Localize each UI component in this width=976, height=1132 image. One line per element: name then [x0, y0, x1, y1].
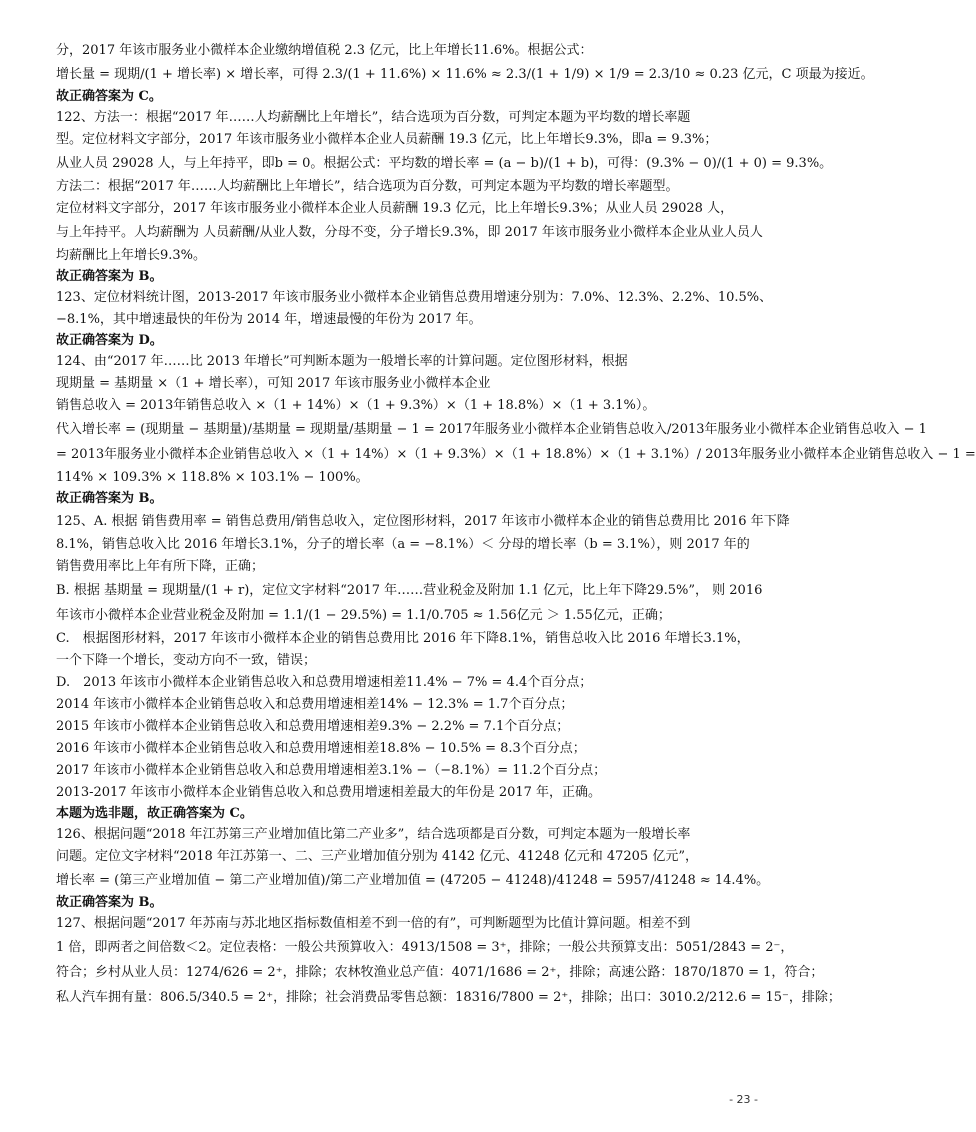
text-line: 符合；乡村从业人员：1274/626 = 2⁺，排除；农林牧渔业总产值：4071/1686 = 2⁺，排除；高速公路：1870/1870 = 1，符合；: [56, 965, 824, 980]
answer-line: 故正确答案为 B。: [56, 895, 163, 910]
document-body: [56, 40, 976, 1010]
text-line: 2016 年该市小微样本企业销售总收入和总费用增速相差18.8% − 10.5% = 8.3个百分点；: [56, 741, 586, 756]
answer-line: 故正确答案为 C。: [56, 89, 162, 104]
text-line: 现期量 = 基期量 ×（1 + 增长率），可知 2017 年该市服务业小微样本企业: [56, 376, 491, 391]
answer-line: 故正确答案为 B。: [56, 269, 163, 284]
answer-line: 本题为选非题，故正确答案为 C。: [56, 806, 253, 821]
text-line: 从业人员 29028 人，与上年持平，即b = 0。根据公式：平均数的增长率 = (a − b)/(1 + b)，可得：(9.3% − 0)/(1 + 0) = 9.3%。: [56, 156, 833, 171]
text-line: 一个下降一个增长，变动方向不一致，错误；: [56, 653, 317, 668]
text-line: 型。定位材料文字部分，2017 年该市服务业小微样本企业人员薪酬 19.3 亿元，比上年增长9.3%，即a = 9.3%；: [56, 132, 718, 147]
text-line: 增长量 = 现期/(1 + 增长率) × 增长率，可得 2.3/(1 + 11.6%) × 11.6% ≈ 2.3/(1 + 1/9) × 1/9 = 2.3/10 ≈ 0.23 亿元，C 项最为接近。: [56, 67, 874, 82]
text-line: 2014 年该市小微样本企业销售总收入和总费用增速相差14% − 12.3% = 1.7个百分点；: [56, 697, 574, 712]
text-line: 124、由“2017 年……比 2013 年增长”可判断本题为一般增长率的计算问题。定位图形材料，根据: [56, 354, 628, 369]
text-line: 123、定位材料统计图，2013-2017 年该市服务业小微样本企业销售总费用增速分别为：7.0%、12.3%、2.2%、10.5%、: [56, 290, 773, 305]
text-line: −8.1%，其中增速最快的年份为 2014 年，增速最慢的年份为 2017 年。: [56, 312, 482, 327]
text-line: 122、方法一：根据“2017 年……人均薪酬比上年增长”，结合选项为百分数，可判定本题为平均数的增长率题: [56, 110, 691, 125]
text-line: 126、根据问题“2018 年江苏第三产业增加值比第二产业多”，结合选项都是百分数，可判定本题为一般增长率: [56, 827, 691, 842]
text-line: 2015 年该市小微样本企业销售总收入和总费用增速相差9.3% − 2.2% = 7.1个百分点；: [56, 719, 570, 734]
text-line: = 2013年服务业小微样本企业销售总收入 ×（1 + 14%）×（1 + 9.3%）×（1 + 18.8%）×（1 + 3.1%）/ 2013年服务业小微样本企业销售总收入 − 1 =: [56, 447, 976, 462]
text-line: 分，2017 年该市服务业小微样本企业缴纳增值税 2.3 亿元，比上年增长11.6%。根据公式：: [56, 43, 593, 58]
text-line: 问题。定位文字材料“2018 年江苏第一、二、三产业增加值分别为 4142 亿元、41248 亿元和 47205 亿元”，: [56, 849, 698, 864]
text-line: 127、根据问题“2017 年苏南与苏北地区指标数值相差不到一倍的有”，可判断题型为比值计算问题。相差不到: [56, 916, 691, 931]
text-line: 与上年持平。人均薪酬为 人员薪酬/从业人数，分母不变，分子增长9.3%，即 2017 年该市服务业小微样本企业从业人员人: [56, 225, 763, 240]
answer-line: 故正确答案为 D。: [56, 333, 163, 348]
text-line: 年该市小微样本企业营业税金及附加 = 1.1/(1 − 29.5%) = 1.1/0.705 ≈ 1.56亿元 ＞ 1.55亿元，正确；: [56, 608, 671, 623]
text-line: D. 2013 年该市小微样本企业销售总收入和总费用增速相差11.4% − 7% = 4.4个百分点；: [56, 675, 593, 690]
text-line: 2017 年该市小微样本企业销售总收入和总费用增速相差3.1% −（−8.1%）= 11.2个百分点；: [56, 763, 607, 778]
text-line: 私人汽车拥有量：806.5/340.5 = 2⁺，排除；社会消费品零售总额：18316/7800 = 2⁺，排除；出口：3010.2/212.6 = 15⁻，排除；: [56, 990, 841, 1005]
text-line: 代入增长率 = (现期量 − 基期量)/基期量 = 现期量/基期量 − 1 = 2017年服务业小微样本企业销售总收入/2013年服务业小微样本企业销售总收入 − 1: [56, 422, 927, 437]
text-line: 销售费用率比上年有所下降，正确；: [56, 559, 265, 574]
text-line: B. 根据 基期量 = 现期量/(1 + r)，定位文字材料“2017 年……营业税金及附加 1.1 亿元，比上年下降29.5%”， 则 2016: [56, 583, 763, 598]
text-line: 方法二：根据“2017 年……人均薪酬比上年增长”，结合选项为百分数，可判定本题为平均数的增长率题型。: [56, 179, 679, 194]
text-line: 销售总收入 = 2013年销售总收入 ×（1 + 14%）×（1 + 9.3%）×（1 + 18.8%）×（1 + 3.1%）。: [56, 398, 656, 413]
text-line: 2013-2017 年该市小微样本企业销售总收入和总费用增速相差最大的年份是 2017 年，正确。: [56, 785, 602, 800]
page-number: - 23 -: [729, 1093, 758, 1106]
text-line: 1 倍，即两者之间倍数＜2。定位表格：一般公共预算收入：4913/1508 = 3⁺，排除；一般公共预算支出：5051/2843 = 2⁻，: [56, 940, 794, 955]
text-line: 定位材料文字部分，2017 年该市服务业小微样本企业人员薪酬 19.3 亿元，比上年增长9.3%；从业人员 29028 人，: [56, 201, 734, 216]
answer-line: 故正确答案为 B。: [56, 491, 163, 506]
text-line: 114% × 109.3% × 118.8% × 103.1% − 100%。: [56, 470, 369, 485]
text-line: 125、A. 根据 销售费用率 = 销售总费用/销售总收入，定位图形材料，2017 年该市小微样本企业的销售总费用比 2016 年下降: [56, 514, 790, 529]
text-line: 8.1%，销售总收入比 2016 年增长3.1%，分子的增长率（a = −8.1%）＜ 分母的增长率（b = 3.1%），则 2017 年的: [56, 537, 750, 552]
text-line: C. 根据图形材料，2017 年该市小微样本企业的销售总费用比 2016 年下降8.1%，销售总收入比 2016 年增长3.1%，: [56, 631, 750, 646]
text-line: 增长率 = (第三产业增加值 − 第二产业增加值)/第二产业增加值 = (47205 − 41248)/41248 = 5957/41248 ≈ 14.4%。: [56, 873, 770, 888]
text-line: 均薪酬比上年增长9.3%。: [56, 248, 207, 263]
